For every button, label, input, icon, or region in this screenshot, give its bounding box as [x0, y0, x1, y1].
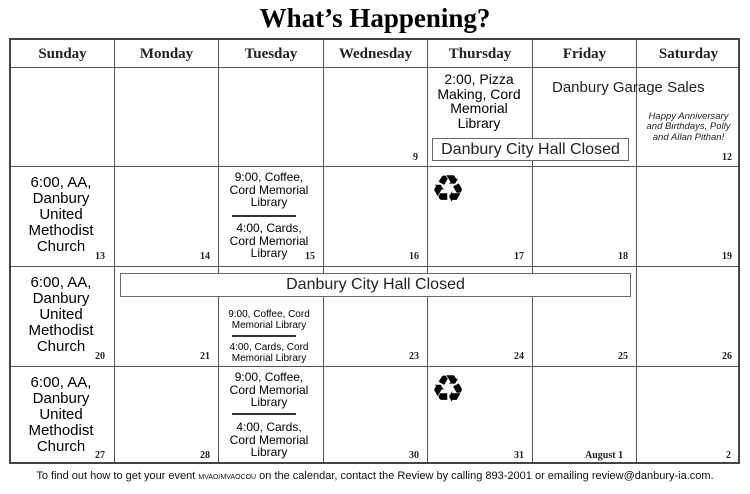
date-number: 9 — [413, 152, 418, 163]
date-number: 30 — [409, 450, 419, 461]
date-number: 16 — [409, 251, 419, 262]
date-number: 27 — [95, 450, 105, 461]
weekday-header: Thursday — [448, 46, 512, 62]
date-number: 21 — [200, 351, 210, 362]
divider — [232, 413, 296, 415]
footer-small-text: MVAO/MVAOCOU — [198, 474, 257, 481]
event-cards: 4:00, Cards, Cord Memorial Library — [229, 342, 309, 364]
date-number: 28 — [200, 450, 210, 461]
date-number: 23 — [409, 351, 419, 362]
date-number: 2 — [726, 450, 731, 461]
event-pizza-making: 2:00, Pizza Making, Cord Memorial Library — [437, 71, 521, 132]
banner-city-hall-closed: Danbury City Hall Closed — [120, 273, 631, 297]
divider — [232, 215, 296, 217]
date-number: August 1 — [585, 450, 624, 461]
event-cards: 4:00, Cards, Cord Memorial Library — [229, 420, 309, 460]
calendar-title: What’s Happening? — [259, 3, 491, 33]
date-number: 12 — [722, 152, 732, 163]
event-garage-sales: Danbury Garage Sales — [552, 79, 705, 96]
event-aa-meeting: 6:00, AA, Danbury United Methodist Church — [28, 374, 94, 456]
grid-line — [218, 40, 219, 462]
event-coffee: 9:00, Coffee, Cord Memorial Library — [228, 309, 310, 331]
weekday-header: Friday — [562, 46, 607, 62]
date-number: 18 — [618, 251, 628, 262]
date-number: 31 — [514, 450, 524, 461]
date-number: 13 — [95, 251, 105, 262]
grid-line — [532, 40, 533, 462]
weekday-header: Monday — [139, 46, 194, 62]
recycle-icon: ♻ — [431, 169, 466, 211]
event-coffee: 9:00, Coffee, Cord Memorial Library — [229, 170, 309, 210]
recycle-icon: ♻ — [431, 369, 466, 411]
grid-line — [323, 40, 324, 462]
date-number: 19 — [722, 251, 732, 262]
weekday-header: Tuesday — [244, 46, 298, 62]
grid-line — [114, 40, 115, 462]
date-number: 25 — [618, 351, 628, 362]
date-number: 15 — [305, 251, 315, 262]
calendar-grid — [9, 38, 740, 464]
date-number: 17 — [514, 251, 524, 262]
weekday-header: Sunday — [38, 46, 87, 62]
date-number: 26 — [722, 351, 732, 362]
event-aa-meeting: 6:00, AA, Danbury United Methodist Church — [28, 174, 94, 256]
event-aa-meeting: 6:00, AA, Danbury United Methodist Church — [28, 274, 94, 356]
divider — [232, 335, 296, 337]
banner-city-hall-closed: Danbury City Hall Closed — [432, 138, 629, 161]
footer-note — [0, 470, 750, 482]
grid-line — [11, 266, 738, 267]
footer-text: To find out how to get your event — [36, 470, 196, 482]
date-number: 14 — [200, 251, 210, 262]
weekday-header: Saturday — [658, 46, 719, 62]
date-number: 20 — [95, 351, 105, 362]
weekday-header: Wednesday — [338, 46, 413, 62]
event-coffee: 9:00, Coffee, Cord Memorial Library — [229, 370, 309, 410]
grid-line — [11, 366, 738, 367]
grid-line — [427, 40, 428, 462]
grid-line — [11, 166, 738, 167]
event-anniversary: Happy Anniversary and Birthdays, Polly and Allan Pithan! — [646, 111, 731, 143]
footer-text: on the calendar, contact the Review by calling 893-2001 or emailing review@danbury-ia.com. — [259, 470, 714, 482]
grid-line — [636, 40, 637, 462]
date-number: 24 — [514, 351, 524, 362]
event-cards: 4:00, Cards, Cord Memorial Library — [229, 221, 309, 261]
